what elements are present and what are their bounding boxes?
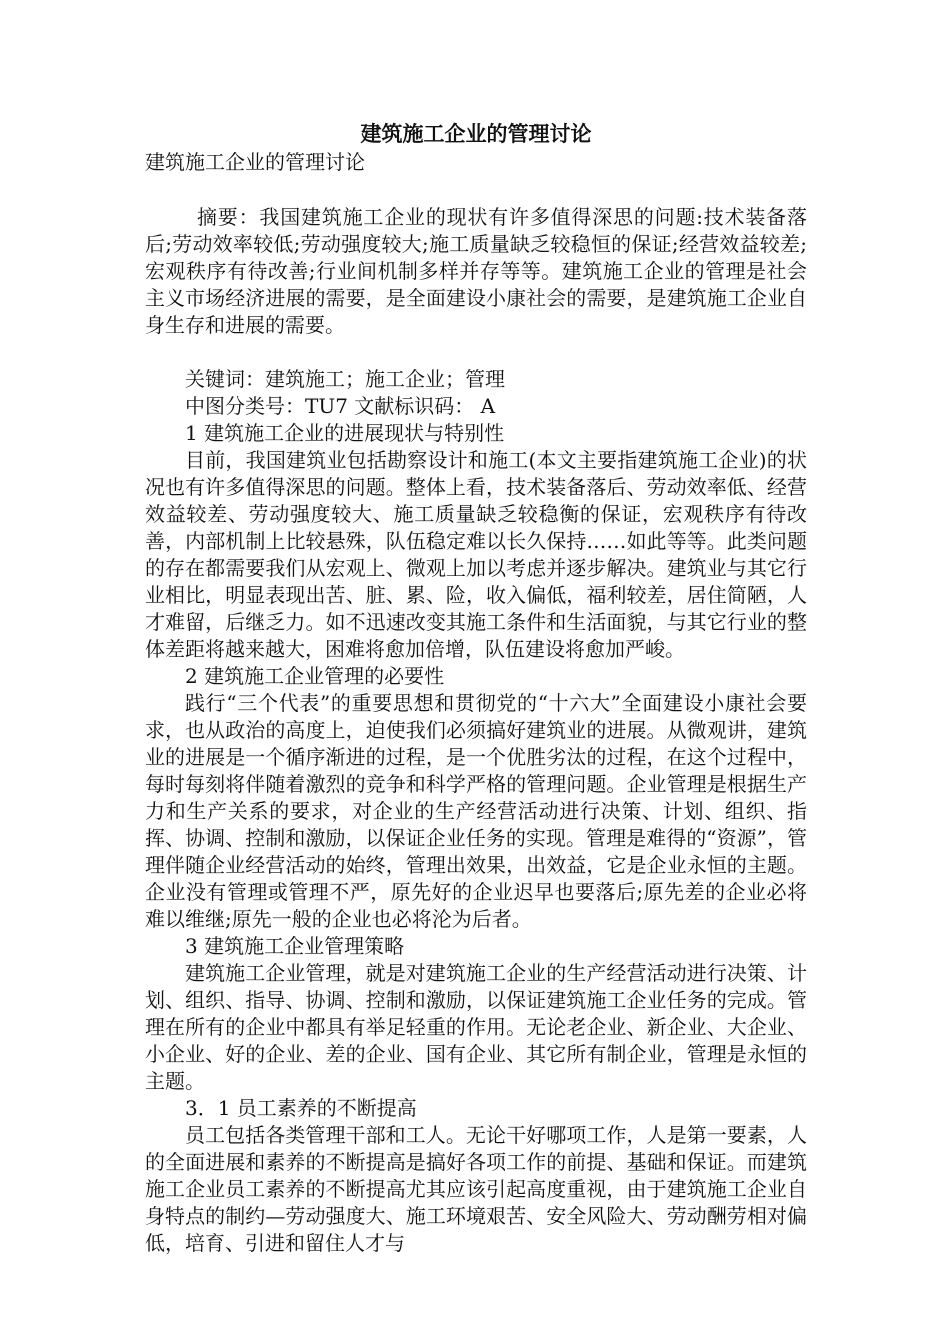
section-heading-3-1: 3．1 员工素养的不断提高 bbox=[185, 1096, 417, 1120]
keywords-line: 关键词：建筑施工；施工企业；管理 bbox=[185, 367, 505, 391]
section-2-paragraph: 践行“三个代表”的重要思想和贯彻党的“十六大”全面建设小康社会要求，也从政治的高度上，迫使我们必须搞好建筑业的进展。从微观讲，建筑业的进展是一个循序渐进的过程，是一个优胜劣汰的过程，在这个过程中，每时每刻将伴随着激烈的竞争和科学严格的管理问题。企业管理是根据生产力和生产关系的要求，对企业的生产经营活动进行决策、计划、组织、指挥、协调、控制和激励，以保证企业任务的实现。管理是难得的“资源”，管理伴随企业经营活动的始终，管理出效果，出效益，它是企业永恒的主题。企业没有管理或管理不严，原先好的企业迟早也要落后;原先差的企业必将难以维继;原先一般的企业也必将沦为后者。 bbox=[145, 691, 807, 931]
classification-line: 中图分类号：TU7 文献标识码： A bbox=[185, 394, 496, 418]
document-title: 建筑施工企业的管理讨论 bbox=[360, 121, 592, 146]
section-heading-2: 2 建筑施工企业管理的必要性 bbox=[185, 664, 445, 688]
section-1-paragraph: 目前，我国建筑业包括勘察设计和施工(本文主要指建筑施工企业)的状况也有许多值得深思的问题。整体上看，技术装备落后、劳动效率低、经营效益较差、劳动强度较大、施工质量缺乏较稳衡的保证，宏观秩序有待改善，内部机制上比较悬殊，队伍稳定难以长久保持……如此等等。此类问题的存在都需要我们从宏观上、微观上加以考虑并逐步解决。建筑业与其它行业相比，明显表现出苦、脏、累、险，收入偏低，福利较差，居住简陋，人才难留，后继乏力。如不迅速改变其施工条件和生活面貌，与其它行业的整体差距将越来越大，困难将愈加倍增，队伍建设将愈加严峻。 bbox=[145, 448, 807, 661]
section-heading-3: 3 建筑施工企业管理策略 bbox=[185, 934, 405, 958]
document-page bbox=[145, 120, 807, 1257]
document-subtitle: 建筑施工企业的管理讨论 bbox=[145, 150, 365, 174]
section-heading-1: 1 建筑施工企业的进展现状与特别性 bbox=[185, 421, 505, 445]
section-3-1-paragraph: 员工包括各类管理干部和工人。无论干好哪项工作，人是第一要素，人的全面进展和素养的不断提高是搞好各项工作的前提、基础和保证。而建筑施工企业员工素养的不断提高尤其应该引起高度重视，由于建筑施工企业自身特点的制约—劳动强度大、施工环境艰苦、安全风险大、劳动酬劳相对偏低，培育、引进和留住人才与 bbox=[145, 1123, 807, 1255]
abstract-paragraph: 摘要：我国建筑施工企业的现状有许多值得深思的问题:技术装备落后;劳动效率较低;劳动强度较大;施工质量缺乏较稳恒的保证;经营效益较差;宏观秩序有待改善;行业间机制多样并存等等。建筑施工企业的管理是社会主义市场经济进展的需要，是全面建设小康社会的需要，是建筑施工企业自身生存和进展的需要。 bbox=[145, 205, 807, 337]
section-3-paragraph: 建筑施工企业管理，就是对建筑施工企业的生产经营活动进行决策、计划、组织、指导、协调、控制和激励，以保证建筑施工企业任务的完成。管理在所有的企业中都具有举足轻重的作用。无论老企业、新企业、大企业、小企业、好的企业、差的企业、国有企业、其它所有制企业，管理是永恒的主题。 bbox=[145, 961, 807, 1093]
